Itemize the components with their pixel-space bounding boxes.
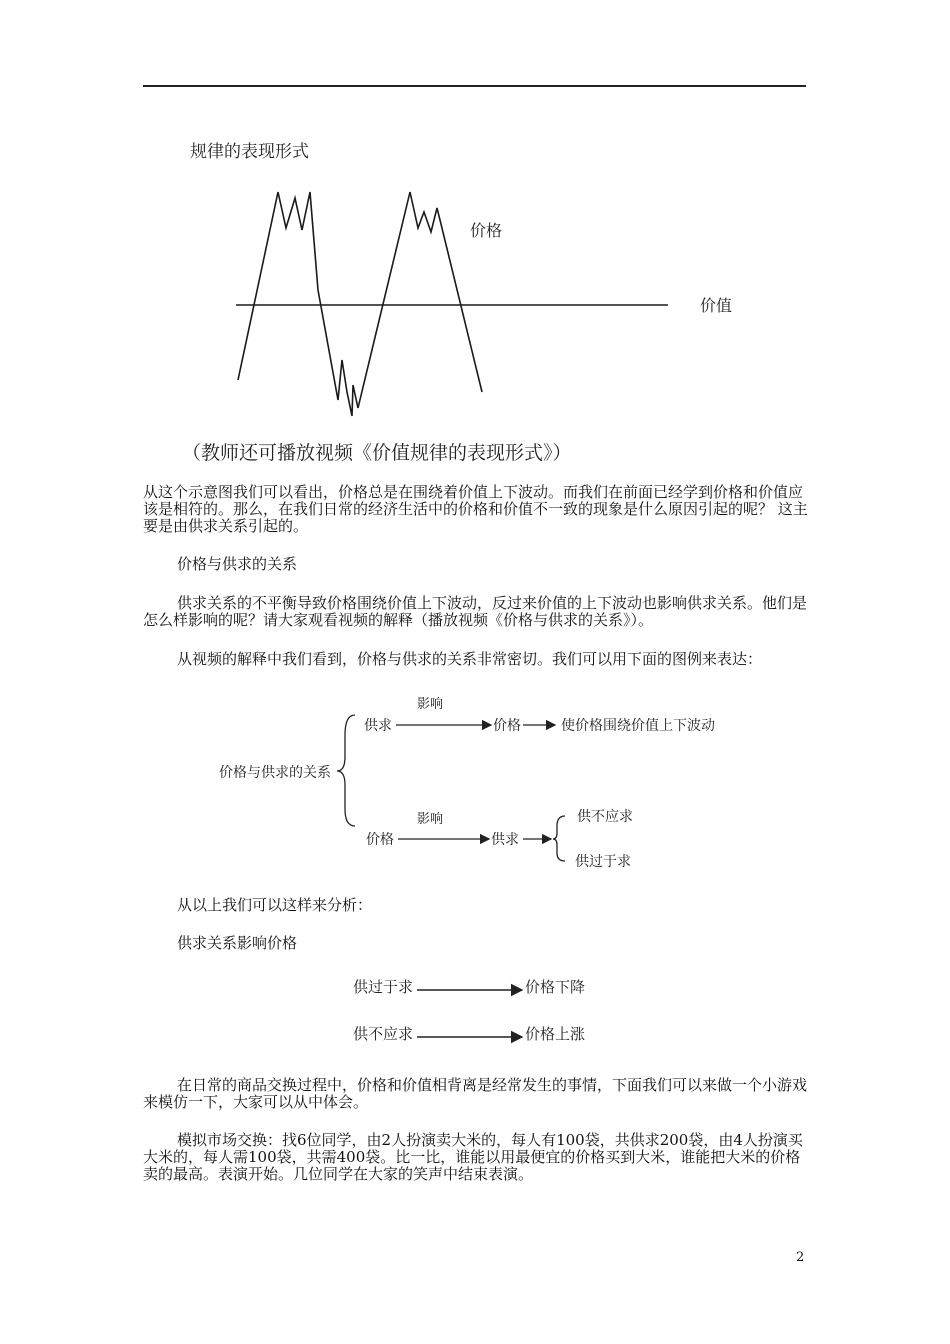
page-number: 2 (796, 1250, 805, 1265)
bottom-influence-label: 影响 (417, 812, 444, 827)
bottom-to-label: 供求 (491, 832, 519, 848)
paragraph-6: 模拟市场交换：找6位同学，由2人扮演卖大米的，每人有100袋，共供求200袋，由4人扮演买大米的，每人需100袋，共需400袋。比一比，谁能以用最便宜的价格买到大米，谁能把大米的价格卖的最高。表演开始。几位同学在大家的笑声中结束表演。 (143, 1131, 803, 1183)
bottom-from-label: 价格 (366, 832, 394, 848)
top-influence-label: 影响 (417, 697, 444, 712)
paragraph-3: 从视频的解释中我们看到，价格与供求的关系非常密切。我们可以用下面的图例来表达： (177, 650, 763, 668)
bottom-result-2: 供过于求 (575, 854, 631, 870)
row1-left-label: 供过于求 (353, 978, 414, 996)
bottom-brace (553, 816, 565, 861)
figure1-caption: （教师还可播放视频《价值规律的表现形式》） (182, 442, 572, 464)
heading-supply-affects-price: 供求关系影响价格 (177, 934, 298, 952)
top-to-label: 价格 (493, 718, 521, 734)
value-label: 价值 (700, 296, 733, 315)
row2-right-label: 价格上涨 (525, 1025, 586, 1043)
row2-left-label: 供不应求 (353, 1025, 414, 1043)
paragraph-1: 从这个示意图我们可以看出，价格总是在围绕着价值上下波动。而我们在前面已经学到价格和价值应该是相符的。那么，在我们日常的经济生活中的价格和价值不一致的现象是什么原因引起的呢？ 这主要是由供求关系引起的。 (143, 483, 808, 535)
top-result-label: 使价格围绕价值上下波动 (561, 718, 715, 734)
price-value-figure (170, 130, 770, 470)
root-brace (337, 715, 355, 826)
price-label: 价格 (470, 221, 503, 240)
figure1-title: 规律的表现形式 (190, 142, 309, 162)
top-from-label: 供求 (364, 718, 392, 734)
price-supply-diagram (205, 685, 765, 880)
supply-price-effect-diagram (345, 970, 615, 1050)
paragraph-4: 从以上我们可以这样来分析： (177, 896, 373, 914)
paragraph-5: 在日常的商品交换过程中，价格和价值相背离是经常发生的事情，下面我们可以来做一个小游戏来模仿一下，大家可以从中体会。 (143, 1076, 808, 1111)
heading-price-supply: 价格与供求的关系 (177, 555, 298, 573)
header-rule (143, 85, 806, 87)
row1-right-label: 价格下降 (525, 978, 586, 996)
diagram-root-label: 价格与供求的关系 (219, 765, 331, 781)
price-wave-line (238, 192, 482, 416)
bottom-result-1: 供不应求 (577, 809, 633, 825)
paragraph-2: 供求关系的不平衡导致价格围绕价值上下波动，反过来价值的上下波动也影响供求关系。他们是怎么样影响的呢？请大家观看视频的解释（播放视频《价格与供求的关系》）。 (143, 594, 808, 629)
